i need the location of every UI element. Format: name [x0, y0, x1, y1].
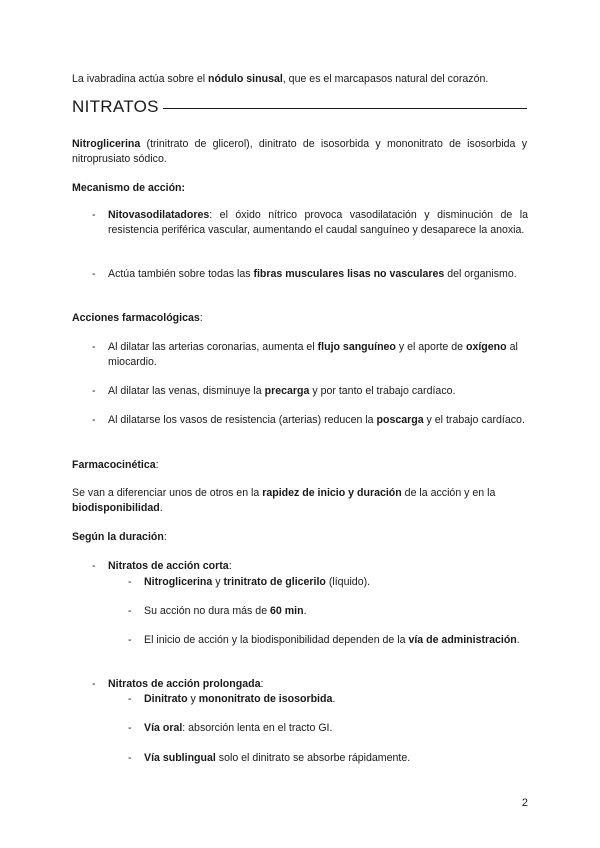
text: , que es el marcapasos natural del corazón.: [282, 73, 489, 85]
list-item: [92, 677, 528, 692]
text: El inicio de acción y la biodisponibilidad dependen de la: [144, 634, 409, 646]
dash-marker: -: [128, 634, 132, 646]
pharmacokinetics-paragraph: [72, 486, 527, 516]
bold-text: Nitroglicerina: [72, 138, 141, 150]
text: (líquido).: [325, 576, 371, 588]
text: :: [155, 459, 159, 471]
list-item: [92, 340, 528, 370]
text: al miocardio.: [108, 341, 518, 368]
dash-marker: -: [128, 576, 132, 588]
heading-text: Según la duración: [72, 531, 164, 543]
dash-marker: -: [128, 693, 132, 705]
text: .: [159, 502, 163, 514]
list-item: [92, 267, 528, 282]
bold-text: fibras musculares lisas no vasculares: [253, 268, 445, 280]
dash-marker: -: [128, 605, 132, 617]
dash-marker: -: [92, 678, 96, 690]
bold-text: Nitratos de acción prolongada: [108, 678, 261, 690]
list-item: [92, 384, 528, 399]
sub-list-item: [128, 721, 528, 736]
dash-marker: -: [92, 209, 96, 221]
text: Actúa también sobre todas las: [108, 268, 254, 280]
bold-text: precarga: [264, 385, 310, 397]
text: : el óxido nítrico provoca vasodilatación y disminución de la resistencia periférica vascular, aumentando el caudal sanguíneo y desaparece la anoxia.: [108, 209, 528, 236]
heading-text: Acciones farmacológicas: [72, 312, 200, 324]
sub-list-item: [128, 633, 528, 648]
bold-text: oxígeno: [466, 341, 507, 353]
dash-marker: -: [92, 414, 96, 426]
section-title: NITRATOS: [72, 97, 159, 116]
bold-text: flujo sanguíneo: [317, 341, 396, 353]
text: :: [199, 312, 203, 324]
text: solo el dinitrato se absorbe rápidamente.: [215, 752, 411, 764]
bold-text: biodisponibilidad: [72, 502, 160, 514]
dash-marker: -: [128, 722, 132, 734]
dash-marker: -: [92, 385, 96, 397]
sub-list-item: [128, 692, 528, 707]
duration-heading: [72, 530, 527, 545]
heading-text: Farmacocinética: [72, 459, 156, 471]
list-item: [92, 208, 528, 238]
dash-marker: -: [128, 752, 132, 764]
pharmacokinetics-heading: [72, 458, 527, 473]
bold-text: Vía sublingual: [144, 752, 216, 764]
dash-marker: -: [92, 560, 96, 572]
drugs-paragraph: [72, 137, 527, 167]
bold-text: Dinitrato: [144, 693, 188, 705]
dash-marker: -: [92, 341, 96, 353]
text: Su acción no dura más de: [144, 605, 271, 617]
text: .: [516, 634, 520, 646]
bold-text: vía de administración: [408, 634, 517, 646]
list-item: [92, 559, 528, 574]
sub-list-item: [128, 751, 528, 766]
dash-marker: -: [92, 268, 96, 280]
text: (trinitrato de glicerol), dinitrato de isosorbida y mononitrato de isosorbida y nitroprusiato sódico.: [72, 138, 527, 165]
text: :: [228, 560, 232, 572]
bold-text: rapidez de inicio y duración: [262, 487, 402, 499]
bold-text: trinitrato de glicerilo: [223, 576, 326, 588]
text: :: [163, 531, 167, 543]
text: y: [187, 693, 199, 705]
bold-text: poscarga: [376, 414, 424, 426]
bold-text: Nitroglicerina: [144, 576, 213, 588]
text: del organismo.: [444, 268, 517, 280]
list-item: [92, 413, 528, 428]
bold-text: mononitrato de isosorbida: [198, 693, 333, 705]
text: : absorción lenta en el tracto GI.: [182, 722, 333, 734]
bold-text: 60 min: [270, 605, 304, 617]
text: Se van a diferenciar unos de otros en la: [72, 487, 263, 499]
sub-list-item: [128, 604, 528, 619]
text: .: [332, 693, 336, 705]
text: Al dilatar las venas, disminuye la: [108, 385, 265, 397]
text: y el aporte de: [395, 341, 466, 353]
text: La ivabradina actúa sobre el: [72, 73, 209, 85]
text: :: [260, 678, 264, 690]
page-number: 2: [521, 797, 528, 809]
pharm-actions-heading: [72, 311, 527, 326]
text: Al dilatarse los vasos de resistencia (arterias) reducen la: [108, 414, 377, 426]
bold-text: nódulo sinusal: [208, 73, 283, 85]
heading-text: Mecanismo de acción:: [72, 182, 186, 194]
text: de la acción y en la: [401, 487, 496, 499]
text: y: [212, 576, 224, 588]
text: y el trabajo cardíaco.: [423, 414, 525, 426]
text: .: [303, 605, 307, 617]
text: y por tanto el trabajo cardíaco.: [309, 385, 456, 397]
section-heading: [72, 96, 527, 118]
intro-paragraph: [72, 72, 527, 87]
bold-text: Nitovasodilatadores: [108, 209, 210, 221]
text: Al dilatar las arterias coronarias, aumenta el: [108, 341, 318, 353]
mechanism-heading: [72, 181, 527, 196]
heading-rule: [163, 108, 527, 109]
sub-list-item: [128, 575, 528, 590]
bold-text: Vía oral: [144, 722, 183, 734]
bold-text: Nitratos de acción corta: [108, 560, 229, 572]
